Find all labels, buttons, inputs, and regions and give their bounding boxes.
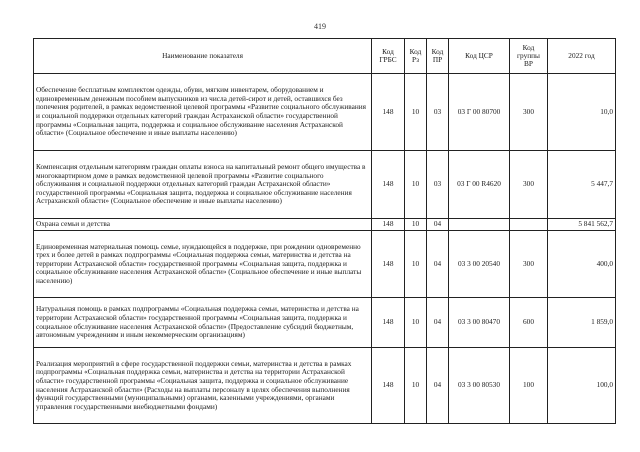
row-vr: 300 — [510, 231, 548, 298]
row-csr: 03 Г 00 R4620 — [449, 151, 510, 219]
row-vr: 300 — [510, 151, 548, 219]
row-grbs: 148 — [372, 348, 405, 424]
row-name: Охрана семьи и детства — [34, 219, 372, 231]
header-pr: Код ПР — [427, 39, 449, 74]
row-csr: 03 3 00 20540 — [449, 231, 510, 298]
row-grbs: 148 — [372, 74, 405, 151]
row-grbs: 148 — [372, 231, 405, 298]
table-row — [34, 348, 616, 424]
row-rz: 10 — [405, 219, 427, 231]
row-vr: 100 — [510, 348, 548, 424]
row-grbs: 148 — [372, 219, 405, 231]
row-value: 10,0 — [548, 74, 616, 151]
header-rz: Код Рз — [405, 39, 427, 74]
row-rz: 10 — [405, 231, 427, 298]
row-grbs: 148 — [372, 298, 405, 348]
row-rz: 10 — [405, 348, 427, 424]
row-rz: 10 — [405, 74, 427, 151]
header-csr: Код ЦСР — [449, 39, 510, 74]
page-number: 419 — [314, 22, 326, 31]
row-pr: 03 — [427, 74, 449, 151]
row-value: 400,0 — [548, 231, 616, 298]
row-grbs: 148 — [372, 151, 405, 219]
row-vr: 300 — [510, 74, 548, 151]
row-csr: 03 3 00 80530 — [449, 348, 510, 424]
row-csr: 03 Г 00 80700 — [449, 74, 510, 151]
header-grbs: Код ГРБС — [372, 39, 405, 74]
table-row — [34, 219, 616, 231]
table-header-row — [34, 39, 616, 74]
row-name: Обеспечение бесплатным комплектом одежды, обуви, мягким инвентарем, оборудованием и единовременным денежным пособием выпускников из числа детей-сирот и детей, оставшихся без попечения родителей, в рамках ведомственной целевой программы «Развитие социального обслуживания и социальной поддержки отдельных категорий граждан Астраханской области» государственной программы «Социальная защита, поддержка и социальное обслуживание населения Астраханской области» (Социальное обеспечение и иные выплаты населению) — [34, 74, 372, 151]
table-row — [34, 74, 616, 151]
header-year: 2022 год — [548, 39, 616, 74]
row-value: 5 447,7 — [548, 151, 616, 219]
row-vr — [510, 219, 548, 231]
row-rz: 10 — [405, 298, 427, 348]
row-pr: 04 — [427, 298, 449, 348]
table-row — [34, 231, 616, 298]
header-vr: Код группы ВР — [510, 39, 548, 74]
row-name: Компенсация отдельным категориям граждан оплаты взноса на капитальный ремонт общего имущества в многоквартирном доме в рамках ведомственной целевой программы «Развитие социального обслуживания и социальной поддержки отдельных категорий граждан Астраханской области» государственной программы «Социальная защита, поддержка и социальное обслуживание населения Астраханской области» (Социальное обеспечение и иные выплаты населению) — [34, 151, 372, 219]
row-name: Реализация мероприятий в сфере государственной поддержки семьи, материнства и детства в рамках подпрограммы «Социальная поддержка семьи, материнства и детства на территории Астраханской области» государственной программы «Социальная защита, поддержка и социальное обслуживание населения Астраханской области» (Расходы на выплаты персоналу в целях обеспечения выполнения функций государственными (муниципальными) органами, казенными учреждениями, органами управления государственными внебюджетными фондами) — [34, 348, 372, 424]
row-pr: 04 — [427, 348, 449, 424]
row-rz: 10 — [405, 151, 427, 219]
budget-table — [33, 38, 616, 424]
row-value: 100,0 — [548, 348, 616, 424]
header-name: Наименование показателя — [34, 39, 372, 74]
row-name: Натуральная помощь в рамках подпрограммы «Социальная поддержка семьи, материнства и детства на территории Астраханской области» государственной программы «Социальная защита, поддержка и социальное обслуживание населения Астраханской области» (Предоставление субсидий бюджетным, автономным учреждениям и иным некоммерческим организациям) — [34, 298, 372, 348]
row-vr: 600 — [510, 298, 548, 348]
row-pr: 04 — [427, 231, 449, 298]
row-pr: 03 — [427, 151, 449, 219]
row-value: 1 859,0 — [548, 298, 616, 348]
row-csr: 03 3 00 80470 — [449, 298, 510, 348]
table-row — [34, 151, 616, 219]
row-name: Единовременная материальная помощь семье, нуждающейся в поддержке, при рождении одновременно трех и более детей в рамках подпрограммы «Социальная поддержка семьи, материнства и детства на территории Астраханской области» государственной программы «Социальная защита, поддержка и социальное обслуживание населения Астраханской области» (Социальное обеспечение и иные выплаты населению) — [34, 231, 372, 298]
table-row — [34, 298, 616, 348]
row-pr: 04 — [427, 219, 449, 231]
row-value: 5 841 562,7 — [548, 219, 616, 231]
row-csr — [449, 219, 510, 231]
